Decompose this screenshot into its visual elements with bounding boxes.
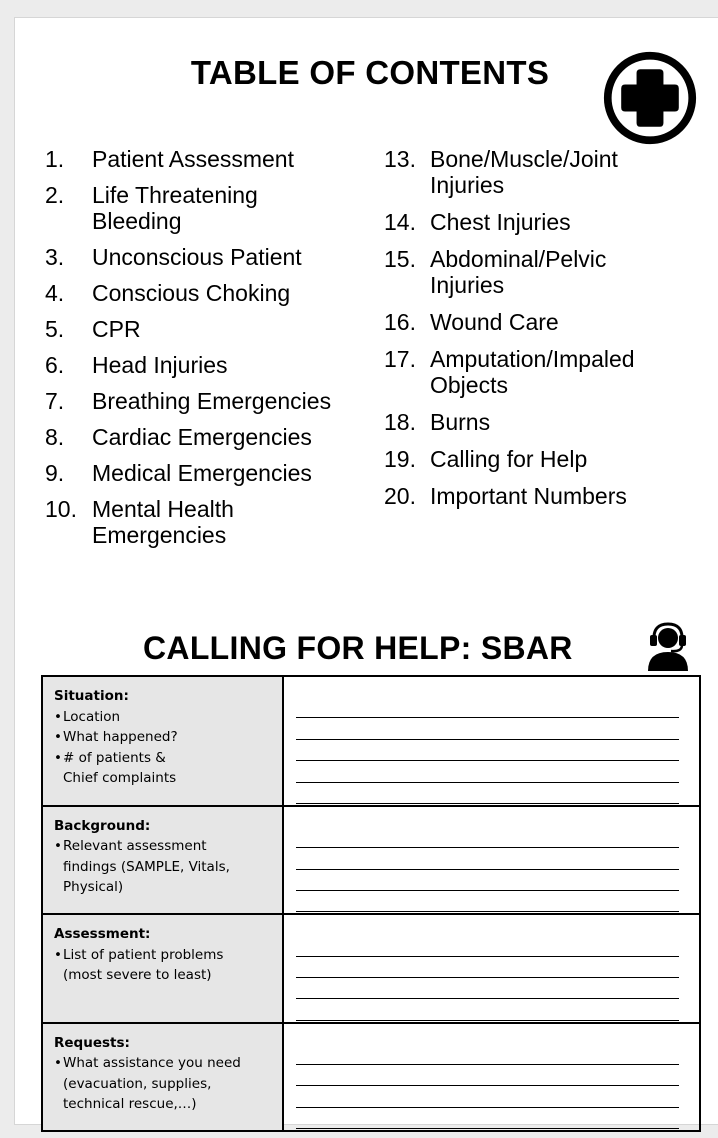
write-line xyxy=(296,827,679,848)
toc-item-line: Injuries xyxy=(430,172,505,198)
sbar-bullet xyxy=(54,945,276,986)
toc-item-title xyxy=(92,352,375,378)
write-line xyxy=(296,1086,679,1107)
sbar-bullet xyxy=(54,1053,276,1115)
toc-item-title xyxy=(92,460,375,486)
document-page xyxy=(14,17,718,1125)
toc-item-number: 1. xyxy=(45,146,65,172)
toc-item-title xyxy=(430,446,704,472)
toc-item-line: Head Injuries xyxy=(92,352,228,378)
sbar-bullet-line: Chief complaints xyxy=(63,770,177,786)
toc-item-line: Unconscious Patient xyxy=(92,244,302,270)
toc-item-number: 7. xyxy=(45,388,65,414)
toc-item-title xyxy=(430,309,704,335)
toc-item-number: 16. xyxy=(384,309,416,335)
sbar-bullet-line: findings (SAMPLE, Vitals, xyxy=(63,858,230,875)
toc-item-line: Cardiac Emergencies xyxy=(92,424,312,450)
sbar-title: CALLING FOR HELP: SBAR xyxy=(143,630,573,666)
sbar-bullet xyxy=(54,707,276,728)
bullet-icon: • xyxy=(54,749,62,766)
sbar-bullet-text xyxy=(63,748,276,789)
sbar-write-area xyxy=(283,676,700,806)
write-line xyxy=(296,870,679,891)
toc-item-number: 19. xyxy=(384,446,416,472)
write-line xyxy=(296,935,679,956)
toc-item xyxy=(384,409,704,435)
toc-item-title xyxy=(92,388,375,414)
toc-item-number: 17. xyxy=(384,346,416,372)
write-line xyxy=(296,697,679,718)
sbar-bullet-text xyxy=(63,1053,276,1115)
toc-left-column xyxy=(45,146,375,558)
toc-item-number: 9. xyxy=(45,460,65,486)
sbar-bullet-text xyxy=(63,727,276,748)
toc-item-number: 20. xyxy=(384,483,416,509)
toc-item-title xyxy=(430,146,704,198)
toc-item-title xyxy=(92,280,375,306)
sbar-bullet-line: Relevant assessment xyxy=(63,838,207,855)
toc-item-line: Mental Health xyxy=(92,496,234,522)
sbar-bullet-line: What assistance you need xyxy=(63,1055,241,1072)
toc-item-title xyxy=(92,496,375,548)
write-line xyxy=(296,761,679,782)
toc-item-line: Wound Care xyxy=(430,309,559,335)
toc-item xyxy=(45,316,375,342)
toc-item xyxy=(45,424,375,450)
write-line xyxy=(296,740,679,761)
toc-item-line: Emergencies xyxy=(92,522,227,548)
toc-item-number: 14. xyxy=(384,209,416,235)
toc-item xyxy=(45,146,375,172)
sbar-write-area xyxy=(283,806,700,914)
toc-item-line: CPR xyxy=(92,316,141,342)
toc-item-line: Breathing Emergencies xyxy=(92,388,332,414)
toc-item xyxy=(45,244,375,270)
write-line xyxy=(296,957,679,978)
toc-item-title xyxy=(92,146,375,172)
toc-item-number: 13. xyxy=(384,146,416,172)
toc-item-number: 4. xyxy=(45,280,65,306)
toc-item-number: 5. xyxy=(45,316,65,342)
toc-item xyxy=(45,182,375,234)
write-line xyxy=(296,1065,679,1086)
toc-item xyxy=(45,496,375,548)
toc-item-title xyxy=(92,182,375,234)
toc-item xyxy=(45,280,375,306)
sbar-heading: Background: xyxy=(54,817,151,834)
sbar-bullet-text xyxy=(63,836,276,898)
toc-item-number: 2. xyxy=(45,182,65,208)
bullet-icon: • xyxy=(54,729,62,745)
toc-item-line: Bleeding xyxy=(92,208,182,234)
sbar-write-area xyxy=(283,914,700,1022)
toc-item-line: Important Numbers xyxy=(430,483,627,509)
toc-item-line: Injuries xyxy=(430,272,505,298)
toc-item-line: Medical Emergencies xyxy=(92,460,312,486)
sbar-bullet-line: What happened? xyxy=(63,729,178,745)
toc-item-line: Bone/Muscle/Joint xyxy=(430,146,618,172)
write-line xyxy=(296,999,679,1020)
sbar-bullet-text xyxy=(63,945,276,986)
write-line xyxy=(296,1108,679,1129)
toc-item-number: 10. xyxy=(45,496,77,522)
medical-cross-icon xyxy=(602,50,698,146)
toc-item-title xyxy=(430,346,704,398)
sbar-heading: Requests: xyxy=(54,1034,130,1051)
toc-item-title xyxy=(92,244,375,270)
write-line xyxy=(296,1044,679,1065)
toc-item xyxy=(384,246,704,298)
sbar-heading: Situation: xyxy=(54,688,129,704)
toc-item-line: Objects xyxy=(430,372,508,398)
sbar-label-cell xyxy=(42,676,283,806)
toc-item-number: 3. xyxy=(45,244,65,270)
sbar-bullet-line: (most severe to least) xyxy=(63,967,212,984)
toc-item-title xyxy=(430,209,704,235)
write-line xyxy=(296,978,679,999)
sbar-bullet-line: # of patients & xyxy=(63,749,166,766)
sbar-label-cell xyxy=(42,914,283,1022)
sbar-row xyxy=(42,806,700,914)
toc-title: TABLE OF CONTENTS xyxy=(190,54,550,91)
toc-item-number: 8. xyxy=(45,424,65,450)
sbar-bullet-line: Physical) xyxy=(63,879,124,896)
toc-item xyxy=(384,209,704,235)
toc-item-title xyxy=(430,483,704,509)
sbar-bullet-line: Location xyxy=(63,708,121,725)
sbar-bullet-text xyxy=(63,707,276,728)
bullet-icon: • xyxy=(54,946,62,963)
sbar-row xyxy=(42,914,700,1022)
bullet-icon: • xyxy=(54,1055,62,1072)
toc-item-number: 15. xyxy=(384,246,416,272)
bullet-icon: • xyxy=(54,838,62,855)
write-line xyxy=(296,848,679,869)
sbar-table xyxy=(41,675,701,1132)
sbar-bullet xyxy=(54,836,276,898)
toc-item-title xyxy=(430,409,704,435)
sbar-bullet xyxy=(54,727,276,748)
call-center-agent-icon xyxy=(645,620,691,672)
toc-item-number: 18. xyxy=(384,409,416,435)
toc-item-line: Calling for Help xyxy=(430,446,588,472)
sbar-row xyxy=(42,1023,700,1131)
toc-item xyxy=(384,483,704,509)
toc-item-number: 6. xyxy=(45,352,65,378)
write-line xyxy=(296,783,679,804)
toc-item-line: Amputation/Impaled xyxy=(430,346,635,372)
sbar-bullet xyxy=(54,748,276,789)
toc-item xyxy=(384,446,704,472)
toc-item-line: Chest Injuries xyxy=(430,209,571,235)
toc-item xyxy=(45,460,375,486)
toc-item-line: Burns xyxy=(430,409,491,435)
sbar-heading: Assessment: xyxy=(54,926,151,943)
toc-item-line: Patient Assessment xyxy=(92,146,294,172)
sbar-bullet-line: (evacuation, supplies, xyxy=(63,1075,212,1092)
sbar-label-cell xyxy=(42,806,283,914)
sbar-label-cell xyxy=(42,1023,283,1131)
toc-item-title xyxy=(92,316,375,342)
write-line xyxy=(296,891,679,912)
sbar-bullet-line: technical rescue,…) xyxy=(63,1096,197,1113)
toc-item xyxy=(384,309,704,335)
sbar-bullet-line: List of patient problems xyxy=(63,946,224,963)
sbar-write-area xyxy=(283,1023,700,1131)
toc-item xyxy=(384,346,704,398)
toc-item-line: Life Threatening xyxy=(92,182,258,208)
toc-item-line: Abdominal/Pelvic xyxy=(430,246,607,272)
write-line xyxy=(296,718,679,739)
sbar-row xyxy=(42,676,700,806)
toc-right-column xyxy=(384,146,704,520)
toc-item-title xyxy=(92,424,375,450)
toc-item xyxy=(45,388,375,414)
toc-item-line: Conscious Choking xyxy=(92,280,291,306)
toc-item xyxy=(384,146,704,198)
toc-item xyxy=(45,352,375,378)
toc-item-title xyxy=(430,246,704,298)
bullet-icon: • xyxy=(54,708,62,725)
